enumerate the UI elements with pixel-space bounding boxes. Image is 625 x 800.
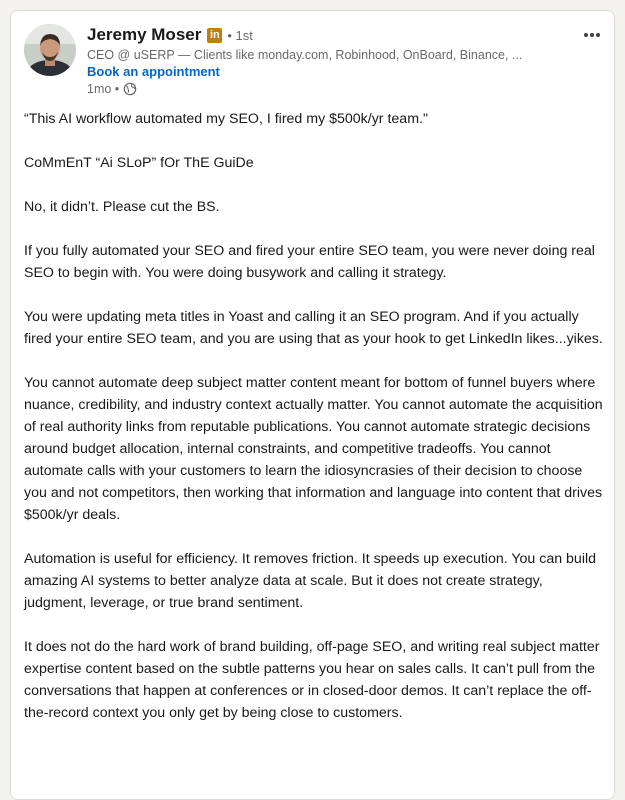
- post-time: 1mo •: [87, 82, 120, 96]
- linkedin-premium-icon: in: [207, 28, 222, 43]
- post-paragraph: “This AI workflow automated my SEO, I fired my $500k/yr team.": [24, 111, 428, 127]
- post-paragraph: It does not do the hard work of brand building, off-page SEO, and writing real subject matter expertise content based on the subtle patterns you hear on sales calls. It can’t pull from the conversations that happen at conferences or in closed-door demos. It can’t replace the off-the-record context you only get by being close to customers.: [24, 639, 600, 721]
- author-name[interactable]: [87, 25, 253, 45]
- connection-degree: • 1st: [227, 27, 253, 43]
- post-paragraph: No, it didn’t. Please cut the BS.: [24, 199, 220, 215]
- post-body: [24, 108, 606, 746]
- post-paragraph: If you fully automated your SEO and fired your entire SEO team, you were never doing real SEO to begin with. You were doing busywork and calling it strategy.: [24, 243, 595, 281]
- post-paragraph: You cannot automate deep subject matter content meant for bottom of funnel buyers where nuance, credibility, and industry context actually matter. You cannot automate the acquisition of real authority links from reputable publications. You cannot automate strategic decisions around budget allocation, internal constraints, and competitive tradeoffs. You cannot automate calls with your customers to learn the idiosyncrasies of their decision to choose you and not competitors, then working that information and language into content that drives $500k/yr deals.: [24, 375, 603, 523]
- post-card: [10, 10, 615, 800]
- author-name-text[interactable]: Jeremy Moser: [87, 25, 202, 44]
- post-paragraph: You were updating meta titles in Yoast and calling it an SEO program. And if you actually fired your entire SEO team, and you are using that as your hook to get LinkedIn likes...yikes.: [24, 309, 603, 347]
- post-meta: [87, 82, 137, 96]
- avatar[interactable]: [24, 24, 76, 76]
- post-paragraph: Automation is useful for efficiency. It removes friction. It speeds up execution. You can build amazing AI systems to better analyze data at scale. But it does not create strategy, judgment, leverage, or true brand sentiment.: [24, 551, 597, 611]
- author-headline: CEO @ uSERP — Clients like monday.com, Robinhood, OnBoard, Binance, ...: [87, 48, 523, 62]
- more-options-icon[interactable]: [580, 25, 604, 45]
- post-paragraph: CoMmEnT “Ai SLoP” fOr ThE GuiDe: [24, 155, 254, 171]
- book-appointment-link[interactable]: Book an appointment: [87, 64, 220, 79]
- globe-icon: [123, 82, 137, 96]
